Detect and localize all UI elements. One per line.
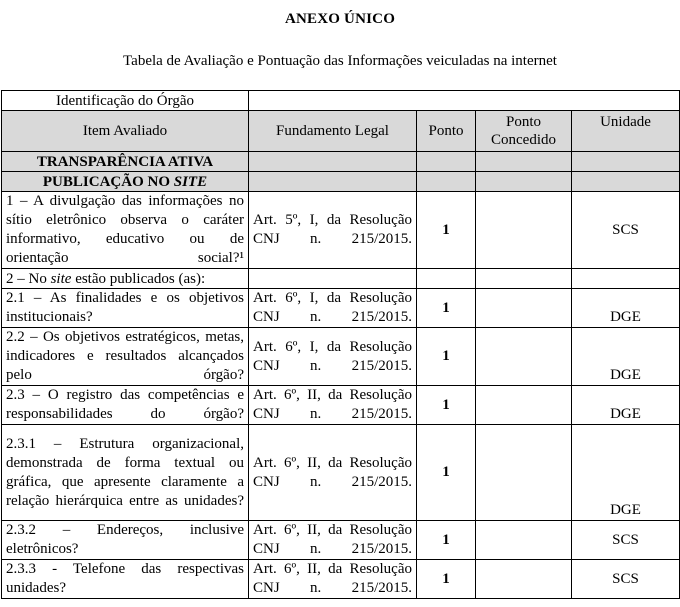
unidade-cell: SCS bbox=[572, 192, 680, 269]
fundamento-cell: Art. 6º, II, da Resolução CNJ n. 215/2015. bbox=[249, 386, 417, 425]
group-2-label bbox=[2, 269, 249, 289]
concedido-cell bbox=[476, 386, 572, 425]
unidade-cell: DGE bbox=[572, 289, 680, 328]
fundamento-cell: Art. 6º, I, da Resolução CNJ n. 215/2015. bbox=[249, 289, 417, 328]
header-row bbox=[2, 111, 680, 152]
ponto-cell: 1 bbox=[417, 386, 476, 425]
unidade-cell: DGE bbox=[572, 328, 680, 386]
ponto-cell: 1 bbox=[417, 560, 476, 599]
item-cell: 2.1 – As finalidades e os objetivos institucionais? bbox=[2, 289, 249, 328]
section-row-publicacao bbox=[2, 172, 680, 192]
section-publicacao-italic: SITE bbox=[173, 173, 208, 190]
header-unidade: Unidade bbox=[572, 111, 680, 152]
unidade-cell: SCS bbox=[572, 521, 680, 560]
item-cell: 2.3.2 – Endereços, inclusive eletrônicos? bbox=[2, 521, 249, 560]
identification-label: Identificação do Órgão bbox=[2, 91, 249, 111]
concedido-cell bbox=[476, 425, 572, 521]
concedido-cell bbox=[476, 289, 572, 328]
evaluation-table bbox=[1, 90, 680, 599]
header-ponto: Ponto bbox=[417, 111, 476, 152]
item-cell: 2.3.1 – Estrutura organizacional, demonstrada de forma textual ou gráfica, que apresente claramente a relação hierárquica entre as unidades? bbox=[2, 425, 249, 521]
group-row bbox=[2, 269, 680, 289]
table-row bbox=[2, 192, 680, 269]
concedido-cell bbox=[476, 560, 572, 599]
item-cell: 1 – A divulgação das informações no sítio eletrônico observa o caráter informativo, educativo ou de orientação social?¹ bbox=[2, 192, 249, 269]
ponto-cell: 1 bbox=[417, 192, 476, 269]
item-cell: 2.2 – Os objetivos estratégicos, metas, indicadores e resultados alcançados pelo órgão? bbox=[2, 328, 249, 386]
section-publicacao-no-site bbox=[2, 172, 249, 192]
ponto-cell: 1 bbox=[417, 289, 476, 328]
document-subtitle: Tabela de Avaliação e Pontuação das Informações veiculadas na internet bbox=[123, 53, 557, 69]
ponto-cell: 1 bbox=[417, 328, 476, 386]
unidade-cell: DGE bbox=[572, 386, 680, 425]
document-title: ANEXO ÚNICO bbox=[284, 11, 396, 27]
concedido-cell bbox=[476, 192, 572, 269]
section-publicacao-prefix: PUBLICAÇÃO NO bbox=[42, 173, 174, 190]
table-row bbox=[2, 425, 680, 521]
ponto-cell: 1 bbox=[417, 425, 476, 521]
concedido-cell bbox=[476, 328, 572, 386]
group-2-italic: site bbox=[50, 270, 72, 287]
table-row bbox=[2, 386, 680, 425]
table-row bbox=[2, 521, 680, 560]
fundamento-cell: Art. 6º, II, da Resolução CNJ n. 215/2015. bbox=[249, 560, 417, 599]
unidade-cell: DGE bbox=[572, 425, 680, 521]
table-row bbox=[2, 560, 680, 599]
fundamento-cell: Art. 6º, I, da Resolução CNJ n. 215/2015. bbox=[249, 328, 417, 386]
fundamento-cell: Art. 6º, II, da Resolução CNJ n. 215/2015. bbox=[249, 521, 417, 560]
concedido-cell bbox=[476, 521, 572, 560]
fundamento-cell: Art. 6º, II, da Resolução CNJ n. 215/2015. bbox=[249, 425, 417, 521]
identification-value bbox=[249, 91, 680, 111]
section-transparencia-ativa: TRANSPARÊNCIA ATIVA bbox=[2, 152, 249, 172]
fundamento-cell: Art. 5º, I, da Resolução CNJ n. 215/2015. bbox=[249, 192, 417, 269]
unidade-cell: SCS bbox=[572, 560, 680, 599]
header-item: Item Avaliado bbox=[2, 111, 249, 152]
group-2-prefix: 2 – No bbox=[6, 270, 51, 287]
section-row-transparencia bbox=[2, 152, 680, 172]
table-row bbox=[2, 328, 680, 386]
identification-row bbox=[2, 91, 680, 111]
item-cell: 2.3.3 - Telefone das respectivas unidades? bbox=[2, 560, 249, 599]
header-fundamento: Fundamento Legal bbox=[249, 111, 417, 152]
table-row bbox=[2, 289, 680, 328]
ponto-cell: 1 bbox=[417, 521, 476, 560]
item-cell: 2.3 – O registro das competências e responsabilidades do órgão? bbox=[2, 386, 249, 425]
group-2-suffix: estão publicados (as): bbox=[71, 270, 206, 287]
header-ponto-concedido: Ponto Concedido bbox=[476, 111, 572, 152]
